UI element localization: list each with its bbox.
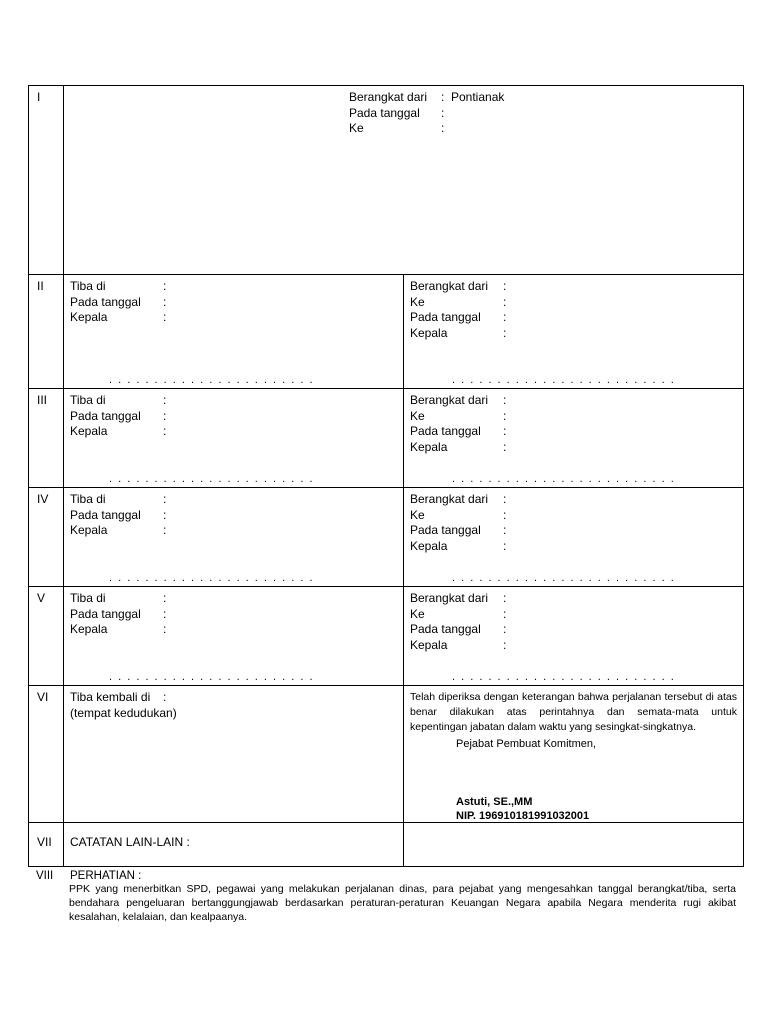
spd-back-form xyxy=(28,85,744,867)
field-colon: : xyxy=(163,523,167,537)
section-vi-row xyxy=(29,686,743,823)
destination-field xyxy=(410,508,743,524)
arrival-field xyxy=(70,492,403,508)
section-number: II xyxy=(29,275,64,388)
section-number: VIII xyxy=(36,870,54,882)
field-colon: : xyxy=(163,408,167,423)
arrival-date-field xyxy=(70,409,403,425)
field-colon: : xyxy=(503,591,507,605)
verification-note: Telah diperiksa dengan keterangan bahwa perjalanan tersebut di atas benar dilakukan atas perintahnya dan semata-mata untuk kepentingan jabatan dalam waktu yang sesingkat-singkatnya. xyxy=(410,691,737,733)
field-label: Tiba di xyxy=(70,591,106,605)
field-colon: : xyxy=(503,637,507,652)
field-label: Berangkat dari xyxy=(410,279,489,293)
arrival-date-field xyxy=(70,607,403,623)
departure-date-field xyxy=(349,106,504,122)
field-label: Tiba di xyxy=(70,279,106,293)
section-number: VII xyxy=(29,823,64,866)
verification-cell xyxy=(404,686,743,822)
field-colon: : xyxy=(503,439,507,454)
departure-date-field xyxy=(410,523,743,539)
departure-date-field xyxy=(410,622,743,638)
arrival-field xyxy=(70,279,403,295)
field-label: Kepala xyxy=(410,325,448,340)
field-colon: : xyxy=(163,424,167,438)
departure-cell xyxy=(404,587,743,685)
field-label: Pada tanggal xyxy=(410,310,481,324)
arrival-date-field xyxy=(70,508,403,524)
signature-line: . . . . . . . . . . . . . . . . . . . . . . . . . xyxy=(452,671,676,683)
field-label: Pada tanggal xyxy=(70,408,141,423)
destination-field xyxy=(349,121,504,137)
field-colon: : xyxy=(503,393,507,407)
head-field xyxy=(70,523,403,539)
field-sublabel: (tempat kedudukan) xyxy=(70,705,177,720)
signature-line: . . . . . . . . . . . . . . . . . . . . . . . . . xyxy=(452,374,676,386)
attention-header xyxy=(36,870,736,882)
field-label: Berangkat dari xyxy=(349,90,428,104)
head-field xyxy=(70,424,403,440)
departure-from-field xyxy=(410,393,743,409)
signature-line: . . . . . . . . . . . . . . . . . . . . . . . xyxy=(109,572,315,584)
field-colon: : xyxy=(503,606,507,621)
section-row xyxy=(29,275,743,389)
field-colon: : xyxy=(163,294,167,309)
departure-date-field xyxy=(410,424,743,440)
departure-cell xyxy=(404,275,743,388)
section-row xyxy=(29,389,743,488)
head-field xyxy=(70,310,403,326)
field-label: Kepala xyxy=(70,424,108,438)
field-value[interactable]: Pontianak xyxy=(451,90,505,104)
arrival-cell xyxy=(64,587,404,685)
field-label: Pada tanggal xyxy=(70,294,141,309)
notes-label: CATATAN LAIN-LAIN : xyxy=(64,823,404,866)
field-colon: : xyxy=(163,591,167,605)
destination-field xyxy=(410,295,743,311)
section-vii-row xyxy=(29,823,743,866)
head-field xyxy=(410,326,743,342)
field-colon: : xyxy=(503,310,507,324)
field-colon: : xyxy=(503,507,507,522)
field-label: Ke xyxy=(349,121,364,135)
arrival-cell xyxy=(64,275,404,388)
destination-field xyxy=(410,409,743,425)
departure-from-field xyxy=(410,492,743,508)
official-title: Pejabat Pembuat Komitmen, xyxy=(456,738,597,750)
signature-line: . . . . . . . . . . . . . . . . . . . . . . . xyxy=(109,671,315,683)
field-label: Pada tanggal xyxy=(349,105,420,120)
field-colon: : xyxy=(503,294,507,309)
field-colon: : xyxy=(503,325,507,340)
head-field xyxy=(410,638,743,654)
field-colon: : xyxy=(503,424,507,438)
field-label: Ke xyxy=(410,507,425,522)
field-label: Berangkat dari xyxy=(410,492,489,506)
head-field xyxy=(410,440,743,456)
attention-section xyxy=(36,870,736,924)
signature-line: . . . . . . . . . . . . . . . . . . . . . . . . . xyxy=(452,572,676,584)
field-label: Pada tanggal xyxy=(70,507,141,522)
field-label: Pada tanggal xyxy=(410,424,481,438)
field-label: Kepala xyxy=(410,637,448,652)
return-sublabel xyxy=(70,706,403,722)
section-i-content xyxy=(64,86,743,274)
destination-field xyxy=(410,607,743,623)
departure-block xyxy=(349,90,504,137)
field-colon: : xyxy=(163,492,167,506)
field-label: Kepala xyxy=(410,538,448,553)
field-colon: : xyxy=(441,105,445,120)
field-label: Pada tanggal xyxy=(70,606,141,621)
arrival-cell xyxy=(64,488,404,586)
section-i-row xyxy=(29,86,743,275)
field-colon: : xyxy=(503,538,507,553)
official-name: Astuti, SE.,MM xyxy=(456,796,533,808)
departure-date-field xyxy=(410,310,743,326)
field-label: Kepala xyxy=(410,439,448,454)
field-label: Tiba kembali di xyxy=(70,690,151,704)
section-number: I xyxy=(29,86,64,274)
field-label: Ke xyxy=(410,294,425,309)
field-colon: : xyxy=(163,393,167,407)
signature-line: . . . . . . . . . . . . . . . . . . . . . . . xyxy=(109,473,315,485)
head-field xyxy=(410,539,743,555)
field-colon: : xyxy=(163,622,167,636)
return-field xyxy=(70,690,403,706)
arrival-field xyxy=(70,591,403,607)
field-colon: : xyxy=(503,523,507,537)
field-label: Tiba di xyxy=(70,492,106,506)
section-number: III xyxy=(29,389,64,487)
arrival-date-field xyxy=(70,295,403,311)
field-label: Berangkat dari xyxy=(410,591,489,605)
departure-from-field xyxy=(410,279,743,295)
field-label: Kepala xyxy=(70,523,108,537)
field-label: Pada tanggal xyxy=(410,523,481,537)
signature-line: . . . . . . . . . . . . . . . . . . . . . . . xyxy=(109,374,315,386)
field-label: Kepala xyxy=(70,622,108,636)
departure-cell xyxy=(404,488,743,586)
section-number: V xyxy=(29,587,64,685)
field-colon: : xyxy=(503,408,507,423)
field-colon: : xyxy=(163,310,167,324)
field-colon: : xyxy=(441,90,445,104)
field-colon: : xyxy=(163,279,167,293)
field-colon: : xyxy=(163,507,167,522)
section-row xyxy=(29,488,743,587)
field-label: Berangkat dari xyxy=(410,393,489,407)
field-label: Ke xyxy=(410,606,425,621)
field-label: Tiba di xyxy=(70,393,106,407)
departure-cell xyxy=(404,389,743,487)
attention-title: PERHATIAN : xyxy=(70,870,142,882)
attention-text: PPK yang menerbitkan SPD, pegawai yang melakukan perjalanan dinas, para pejabat yang mengesahkan tanggal berangkat/tiba, serta bendahara pengeluaran bertanggungjawab berdasarkan peraturan-peraturan Keuangan Negara apabila Negara menderita rugi akibat kesalahan, kelalaian, dan kealpaanya. xyxy=(69,883,736,923)
section-number: IV xyxy=(29,488,64,586)
field-label: Kepala xyxy=(70,310,108,324)
field-colon: : xyxy=(503,279,507,293)
arrival-cell xyxy=(64,389,404,487)
departure-from-field xyxy=(410,591,743,607)
field-colon: : xyxy=(441,121,445,135)
arrival-field xyxy=(70,393,403,409)
field-colon: : xyxy=(503,492,507,506)
section-row xyxy=(29,587,743,686)
field-label: Pada tanggal xyxy=(410,622,481,636)
return-cell xyxy=(64,686,404,822)
head-field xyxy=(70,622,403,638)
section-number: VI xyxy=(29,686,64,822)
signature-line: . . . . . . . . . . . . . . . . . . . . . . . . . xyxy=(452,473,676,485)
official-nip: NIP. 196910181991032001 xyxy=(456,810,590,822)
field-label: Ke xyxy=(410,408,425,423)
field-colon: : xyxy=(503,622,507,636)
field-colon: : xyxy=(163,606,167,621)
field-colon: : xyxy=(163,690,167,704)
notes-area[interactable] xyxy=(404,823,743,866)
departure-from-field xyxy=(349,90,504,106)
